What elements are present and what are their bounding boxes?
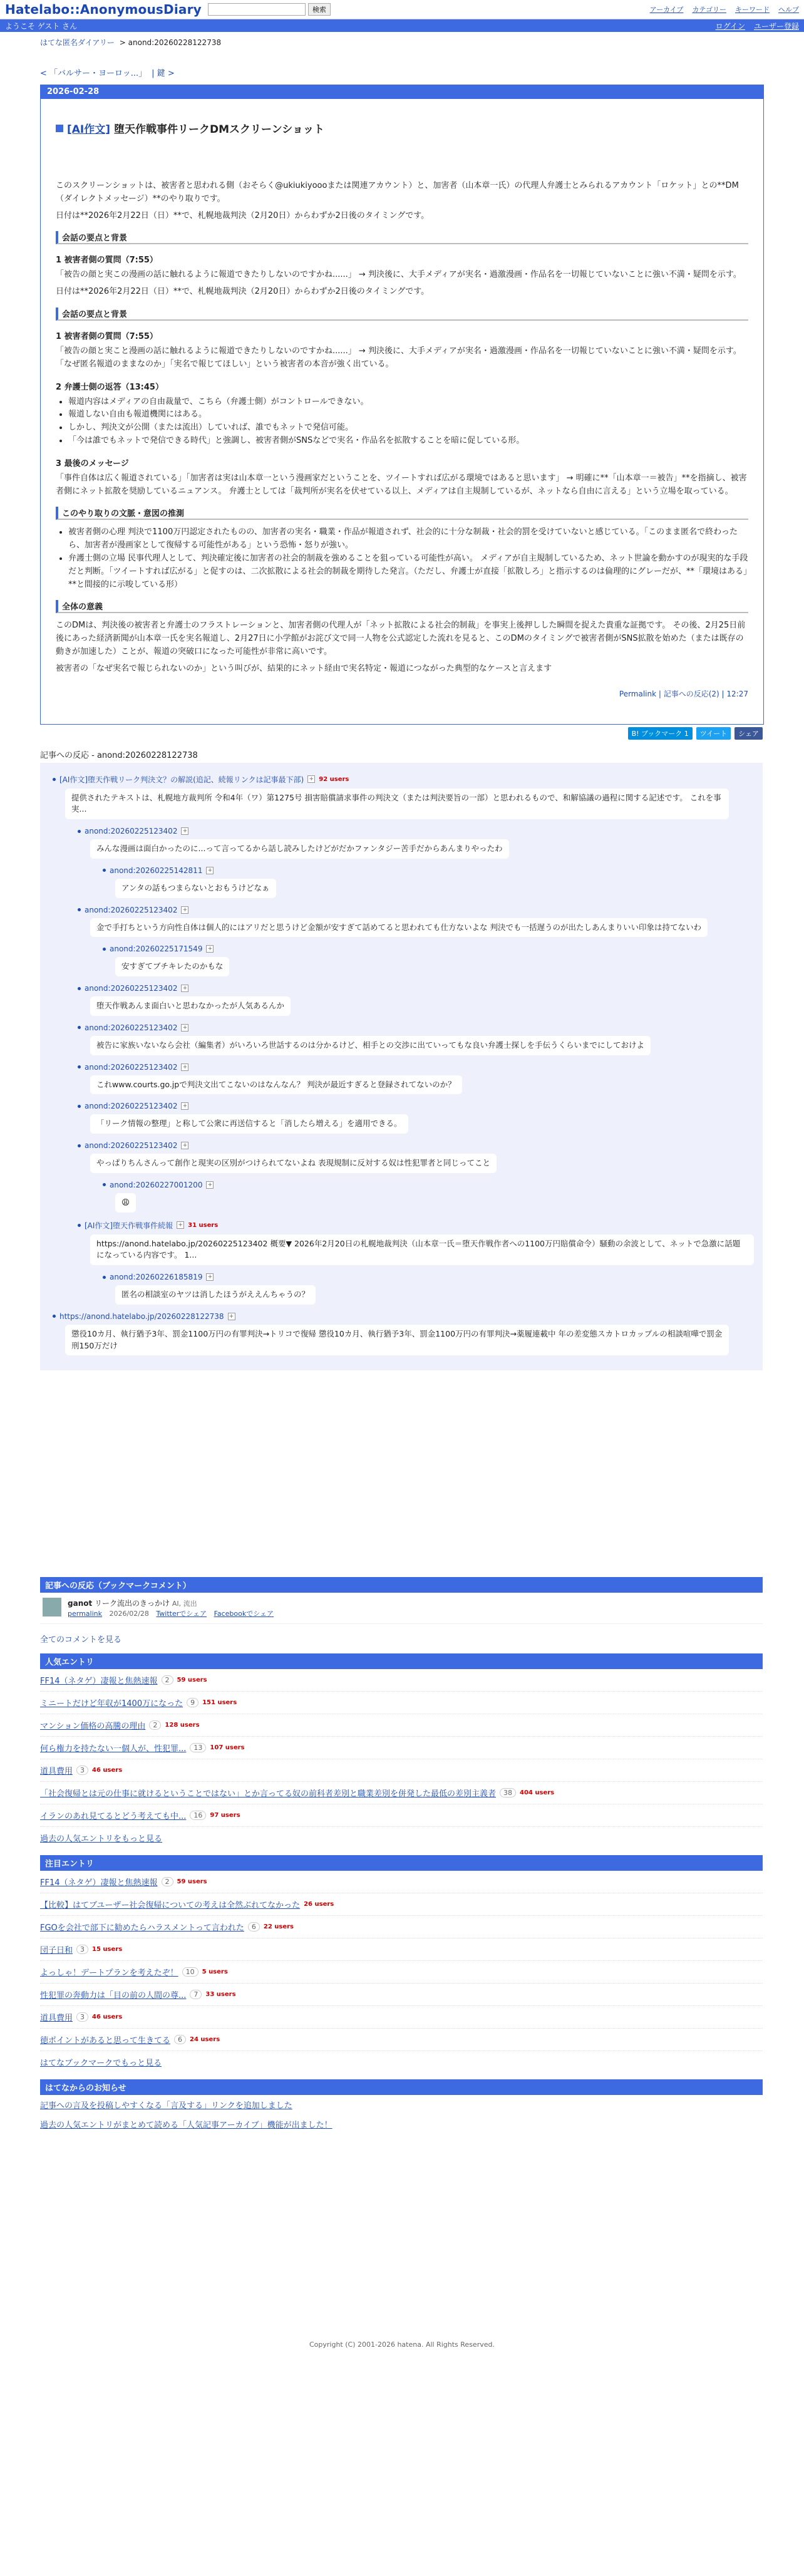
reaction-link[interactable]: anond:20260225123402: [85, 905, 178, 914]
bullet-icon: [53, 1315, 56, 1318]
reaction-link[interactable]: anond:20260225171549: [110, 944, 203, 954]
reaction-tree: [40, 763, 763, 1371]
popular-header: 人気エントリ: [40, 1653, 763, 1669]
bookmark-users[interactable]: 107 users: [210, 1744, 245, 1752]
reaction-link[interactable]: anond:20260225123402: [85, 984, 178, 993]
comment-count: 9: [187, 1698, 198, 1707]
bookmark-users[interactable]: 15 users: [92, 1946, 123, 1953]
comment-count: 13: [190, 1743, 206, 1752]
reaction-node: [78, 1023, 763, 1058]
reaction-link[interactable]: https://anond.hatelabo.jp/20260228122738: [59, 1311, 224, 1321]
bookmark-twitter-share[interactable]: Twitterでシェア: [156, 1610, 207, 1618]
bookmark-date: 2026/02/28: [109, 1610, 149, 1618]
entry-title-text: 堕天作戦事件リークDMスクリーンショット: [114, 123, 324, 136]
search-button[interactable]: 検索: [308, 3, 331, 16]
register-link[interactable]: ユーザー登録: [753, 21, 799, 31]
login-link[interactable]: ログイン: [715, 21, 745, 31]
paragraph: このDMは、判決後の被害者と弁護士のフラストレーションと、加害者側の代理人が「ネット拡散による社会的制裁」を事実上後押しした瞬間を捉えた貴重な証拠です。 その後、2月25日前後にあった経済新聞が山本章一氏を実名報道し、2月27日に小学館がお詫び文で同一人物を公式認定した流れを見ると、このDMのタイミングで被害者側がSNS拡散を始めた（または既存の動きが加速した）ことが、報道の突破口になった可能性が非常に高いです。: [56, 621, 746, 656]
bookmark-comment-text: リーク流出のきっかけ: [95, 1599, 170, 1608]
entry-title: [56, 120, 748, 136]
comment-count: 10: [182, 1967, 198, 1977]
bullet-icon: [78, 1144, 81, 1147]
entry-list-row: [40, 1782, 763, 1804]
reaction-text: みんな漫画は面白かったのに...って言ってるから話し読みしたけどがだかファンタジー苦手だからあんまりやったわ: [90, 839, 509, 859]
entry-date: 2026-02-28: [41, 85, 763, 99]
entry-list-row: [40, 1737, 763, 1759]
bullet-icon: [103, 1183, 106, 1186]
bullet-icon: [103, 869, 106, 872]
bookmark-facebook-share[interactable]: Facebookでシェア: [214, 1610, 274, 1618]
reaction-users: 92 users: [319, 775, 349, 783]
entry-list-row: [40, 2029, 763, 2051]
reaction-node: [78, 1063, 763, 1097]
breadcrumb: [40, 37, 764, 48]
entry-list-title[interactable]: 団子日和: [40, 1946, 73, 1956]
entry-list-row: [40, 1871, 763, 1893]
featured-more-link[interactable]: はてなブックマークでもっと見る: [40, 2059, 162, 2069]
reaction-node: [78, 906, 763, 940]
comment-count: 6: [174, 2035, 186, 2044]
popular-list: [40, 1669, 763, 1827]
bookmark-users[interactable]: 46 users: [92, 2014, 123, 2021]
welcome-text: ようこそ ゲスト さん: [5, 21, 78, 31]
bookmark-users[interactable]: 128 users: [165, 1722, 200, 1729]
entry-list-title[interactable]: 道具費用: [40, 2014, 73, 2024]
bullet-icon: [78, 987, 81, 990]
reaction-text: これwww.courts.go.jpで判決文出てこないのはなんなん？ 判決が最近すぎると登録されてないのか？: [90, 1075, 462, 1095]
bookmark-users[interactable]: 26 users: [304, 1901, 334, 1908]
bookmark-user[interactable]: ganot: [68, 1599, 93, 1608]
entry-list-title[interactable]: FGOを会社で部下に勧めたらハラスメントって言われた: [40, 1923, 244, 1933]
reaction-text: やっぱりちんさんって創作と現実の区別がつけられてないよね 表現規制に反対する奴は性犯罪者と同じってこと: [90, 1154, 497, 1173]
permalink-and-reactions[interactable]: Permalink | 記事への反応(2) | 12:27: [619, 689, 748, 698]
reaction-link[interactable]: anond:20260227001200: [110, 1180, 203, 1189]
section-heading: このやり取りの文脈・意図の推測: [56, 507, 748, 520]
reaction-link[interactable]: anond:20260225123402: [85, 1102, 178, 1111]
bookmark-comments-header: 記事への反応（ブックマークコメント）: [40, 1577, 763, 1593]
entry-list-row: [40, 1961, 763, 1984]
entry-list-row: [40, 1714, 763, 1737]
top-link-keyword[interactable]: キーワード: [735, 6, 770, 14]
top-bar: [0, 0, 804, 19]
reaction-node: [78, 1141, 763, 1176]
reaction-text: 😩: [115, 1193, 136, 1213]
expand-icon[interactable]: +: [307, 775, 315, 783]
reaction-text: アンタの話もつまらないとおもうけどなぁ: [115, 879, 276, 898]
reaction-link[interactable]: anond:20260225123402: [85, 827, 178, 836]
section-heading: 全体の意義: [56, 600, 748, 613]
bullet-icon: [103, 1276, 106, 1279]
entry-list-row: [40, 1804, 763, 1827]
expand-icon[interactable]: +: [206, 945, 214, 953]
copyright: Copyright (C) 2001-2026 hatena. All Rights Reserved.: [309, 2341, 495, 2349]
reaction-text: 匿名の相談室のヤツは消したほうがええんちゃうの？: [115, 1285, 316, 1305]
expand-icon[interactable]: +: [181, 827, 188, 835]
comment-count: 2: [162, 1675, 173, 1685]
bullet-icon: [78, 1105, 81, 1108]
entry-list-title[interactable]: FF14（ネタゲ）凄報と焦熱速報: [40, 1878, 158, 1888]
popular-more-link[interactable]: 過去の人気エントリをもっと見る: [40, 1834, 163, 1844]
search-form: [208, 3, 331, 16]
reaction-node: [103, 1273, 763, 1307]
subsection-heading: 1 被害者側の質問（7:55）: [56, 331, 158, 341]
reaction-link[interactable]: anond:20260225123402: [85, 1062, 178, 1072]
entry-list-row: [40, 1984, 763, 2006]
entry-list-title[interactable]: イランのあれ見てるとどう考えても中...: [40, 1812, 187, 1822]
entry-list-row: [40, 1692, 763, 1714]
entry-list-title[interactable]: 【比較】はてブユーザー社会復帰についての考えは全然ぶれてなかった: [40, 1901, 301, 1911]
bullet-list: [56, 526, 748, 591]
top-link-category[interactable]: カテゴリー: [692, 6, 726, 14]
entry-list-title[interactable]: ミニートだけど年収が1400万になった: [40, 1699, 183, 1709]
subsection-heading: 1 被害者側の質問（7:55）: [56, 256, 158, 266]
reaction-link[interactable]: anond:20260225123402: [85, 1023, 178, 1032]
reaction-text: 被告に家族いないなら会社（編集者）がいろいろ世話するのは分かるけど、相手との交渉に出ていってもな良い弁護士探しを手伝うくらいまでにしておけよ: [90, 1036, 651, 1055]
tweet-button[interactable]: ツイート: [696, 727, 731, 740]
section-heading: 会話の要点と背景: [56, 308, 748, 321]
reaction-text: 提供されたテキストは、札幌地方裁判所 令和4年（ワ）第1275号 損害賠償請求事件の判決文（または判決要旨の一部）と思われるもので、和解協議の過程に関する記述です。 これを事実...: [65, 789, 729, 820]
bookmark-comment: [40, 1593, 763, 1624]
comment-count: 16: [190, 1811, 206, 1820]
comment-count: 2: [162, 1877, 173, 1886]
list-item: • 報道内容はメディアの自由裁量で、こちら（弁護士側）がコントロールできない。: [68, 396, 748, 409]
expand-icon[interactable]: +: [206, 867, 214, 874]
list-item: • 「今は誰でもネットで発信できる時代」と強調し、被害者側がSNSなどで実名・作品名を拡散することを暗に促している形。: [68, 435, 748, 448]
entry-list-title[interactable]: 道具費用: [40, 1767, 73, 1777]
entry-list-title[interactable]: 「社会復帰とは元の仕事に就けるということではない」とか言ってる奴の前科者差別と職業差別を併発した最低の差別主義者: [40, 1789, 497, 1799]
top-links: [650, 4, 799, 14]
reaction-node: [53, 1312, 763, 1358]
entry-footer: [56, 688, 748, 699]
expand-icon[interactable]: +: [181, 1102, 188, 1110]
reaction-link[interactable]: anond:20260225142811: [110, 866, 203, 875]
news-header: はてなからのお知らせ: [40, 2079, 763, 2095]
news-item[interactable]: 記事への言及を投稿しやすくなる「言及する」リンクを追加しました: [40, 2101, 292, 2111]
bullet-icon: [78, 1026, 81, 1029]
bullet-icon: [78, 1065, 81, 1068]
comment-count: 38: [500, 1788, 516, 1798]
reaction-text: https://anond.hatelabo.jp/20260225123402 概要▼ 2026年2月20日の札幌地裁判決（山本章一氏＝堕天作戦作者への1100万円賠償命令）騒動の余波として、ネットで急激に話題になっている内容です。 1...: [90, 1234, 754, 1266]
expand-icon[interactable]: +: [181, 906, 188, 914]
bullet-icon: [53, 778, 56, 781]
bullet-icon: [78, 1224, 81, 1227]
bookmark-users[interactable]: 22 users: [263, 1923, 294, 1931]
reaction-text: 堕天作戦あんま面白いと思わなかったが人気あるんか: [90, 996, 291, 1016]
entry-list-row: [40, 1669, 763, 1692]
reaction-node: [103, 944, 763, 979]
reaction-node: [78, 1220, 763, 1268]
all-comments-link[interactable]: 全てのコメントを見る: [40, 1635, 122, 1645]
featured-header: 注目エントリ: [40, 1855, 763, 1871]
comment-count: 3: [76, 1766, 88, 1775]
subsection-heading: 2 弁護士側の返答（13:45）: [56, 382, 163, 392]
bookmark-tags: AI, 流出: [172, 1600, 197, 1608]
reaction-text: 懲役10カ月、執行猶予3年、罰金1100万円の有罪判決→トリコで復帰 懲役10カ月、執行猶予3年、罰金1100万円の有罪判決→薬履連載中 年の差変態スカトロカップルの相談喧嘩で罰金刑150万だけ: [65, 1325, 729, 1356]
expand-icon[interactable]: +: [181, 985, 188, 992]
reaction-text: 安すぎてブチキレたのかもな: [115, 957, 229, 976]
expand-icon[interactable]: +: [228, 1313, 235, 1320]
entry-tag[interactable]: [AI作文]: [67, 123, 111, 136]
avatar[interactable]: [43, 1598, 61, 1616]
bookmark-permalink[interactable]: permalink: [68, 1610, 102, 1618]
comment-count: 3: [76, 1945, 88, 1954]
paragraph: 被害者の「なぜ実名で報じられないのか」という叫びが、結果的にネット経由で実名特定・報道につながった典型的なケースと言えます: [56, 663, 552, 673]
reaction-node: [103, 1181, 763, 1215]
entry-list-row: [40, 2006, 763, 2029]
welcome-bar: [0, 19, 804, 32]
entry-list-title[interactable]: 何ら権力を持たない一個人が、性犯罪...: [40, 1744, 187, 1754]
site-logo[interactable]: Hatelabo::AnonymousDiary: [5, 2, 202, 17]
news-item[interactable]: 過去の人気エントリがまとめて読める「人気記事アーカイブ」機能が出ました！: [40, 2121, 332, 2131]
entry-box: [40, 85, 764, 725]
comment-count: 7: [190, 1990, 202, 1999]
top-link-archive[interactable]: アーカイブ: [649, 6, 684, 14]
paragraph: 日付は**2026年2月22日（日）**で、札幌地裁判決（2月20日）からわずか2日後のタイミングです。: [56, 287, 430, 297]
entry-list-row: [40, 1916, 763, 1938]
paragraph: 「被告の顔と実こと漫画の話に触れるように報道できたりしないのですかね......」 → 判決後に、大手メディアが実名・過激漫画・作品名を一切報じていないことに強い不満・疑問を示す。「なぜ匿名報道のままなのか」「実名で報じてほしい」という被害者の本音が強く出ている。: [56, 346, 741, 369]
entry-list-title[interactable]: マンション価格の高騰の理由: [40, 1722, 146, 1732]
reaction-text: 「リーク情報の整理」と称して公衆に再送信すると「消したら増える」を適用できる。: [90, 1114, 408, 1134]
entry-list-row: [40, 1938, 763, 1961]
entry-list-title[interactable]: 性犯罪の奔動力は「目の前の人間の尊...: [40, 1991, 187, 2001]
subsection-heading: 3 最後のメッセージ: [56, 458, 129, 468]
reaction-node: [78, 1102, 763, 1136]
bookmark-users[interactable]: 46 users: [92, 1767, 123, 1774]
list-item: • 弁護士側の立場 民事代理人として、判決確定後に加害者の社会的制裁を強めることを狙っている可能性が高い。 メディアが自主規制しているため、ネット世論を動かすのが現実的な手段だと判断。「ツイートすれば広がる」と促すのは、二次拡散による社会的制裁を期待した発言。（ただし、弁護士が直接「拡散しろ」と指示するのは倫理的にグレーだが、**「環境はある」**と間接的に示唆している形）: [68, 552, 748, 591]
bullet-icon: [78, 830, 81, 833]
list-item: • 被害者側の心理 判決で1100万円認定されたものの、加害者の実名・職業・作品が報道されず、社会的に十分な制裁・社会的罰を受けていないと感じている。「このまま匿名で終わったら、加害者が漫画家として復帰する可能性がある」という恐怖・怒りが強い。: [68, 526, 748, 552]
share-buttons: [40, 727, 763, 740]
reaction-link[interactable]: anond:20260226185819: [110, 1273, 203, 1282]
entry-list-row: [40, 1893, 763, 1916]
reaction-node: [78, 827, 763, 861]
reaction-text: 金で手打ちという方向性自体は個人的にはアリだと思うけど金額が安すぎて話めてると思われても仕方ないよな 判決でも一括遅うのが出たしあんまりいい印象は持てないわ: [90, 918, 708, 938]
reaction-link[interactable]: [AI作文]堕天作戦リーク判決文？の解説(追記、続報リンクは記事最下部): [59, 775, 304, 784]
section-heading: 会話の要点と背景: [56, 231, 748, 244]
expand-icon[interactable]: +: [177, 1221, 184, 1229]
list-item: • 報道しない自由も報道機関にはある。: [68, 408, 748, 422]
expand-icon[interactable]: +: [206, 1273, 214, 1281]
entry-list-row: [40, 1759, 763, 1782]
top-link-help[interactable]: ヘルプ: [778, 6, 799, 14]
breadcrumb-current: anond:20260228122738: [128, 38, 222, 47]
expand-icon[interactable]: +: [181, 1063, 188, 1071]
expand-icon[interactable]: +: [181, 1024, 188, 1032]
bullet-icon: [78, 908, 81, 911]
reaction-users: 31 users: [188, 1221, 219, 1229]
prev-entry-link[interactable]: < 「バルサー・ヨーロッ...」: [40, 69, 147, 78]
entry-list-title[interactable]: FF14（ネタゲ）凄報と焦熱速報: [40, 1677, 158, 1687]
hatena-bookmark-button[interactable]: B! ブックマーク 1: [628, 727, 693, 740]
search-input[interactable]: [208, 3, 306, 16]
reactions-heading: 記事への反応 - anond:20260228122738: [40, 750, 198, 760]
comment-count: 3: [76, 2012, 88, 2022]
bookmark-users[interactable]: 59 users: [177, 1677, 207, 1684]
next-entry-link[interactable]: | 鍵 >: [152, 69, 175, 78]
bullet-icon: [103, 948, 106, 951]
featured-list: [40, 1871, 763, 2051]
expand-icon[interactable]: +: [206, 1181, 214, 1189]
reaction-node: [53, 774, 763, 822]
reaction-node: [103, 866, 763, 901]
bookmark-users[interactable]: 5 users: [202, 1968, 228, 1976]
facebook-share-button[interactable]: シェア: [734, 727, 763, 740]
reaction-link[interactable]: anond:20260225123402: [85, 1141, 178, 1151]
entry-body: [41, 99, 763, 724]
bookmark-users[interactable]: 24 users: [190, 2036, 220, 2044]
bookmark-users[interactable]: 59 users: [177, 1878, 207, 1886]
bullet-list: [56, 396, 748, 448]
entry-intro-1: このスクリーンショットは、被害者と思われる側（おそらく@ukiukiyoooまたは関連アカウント）と、加害者（山本章一氏）の代理人弁護士とみられるアカウント「ロケット」との**DM（ダイレクトメッセージ）**のやり取りです。: [56, 181, 739, 204]
paragraph: 「被告の顔と実この漫画の話に触れるように報道できたりしないのですかね......」 → 判決後に、大手メディアが実名・過激漫画・作品名を一切報じていないことに強い不満・疑問を示す。: [56, 270, 741, 280]
paragraph: 「事件自体は広く報道されている」「加害者は実は山本章一という漫画家だということを、ツイートすれば広がる環境ではあると思います」 → 明確に**「山本章一＝被告」**を指摘し、被害者側にネット拡散を奨励しているニュアンス。 弁護士としては「裁判所が実名を伏せている以上、メディアは自主規制しているが、ネットなら自由に言える」という立場を取っている。: [56, 473, 747, 496]
reaction-node: [78, 984, 763, 1018]
breadcrumb-sep: >: [119, 38, 126, 47]
bookmark-users[interactable]: 33 users: [205, 1991, 236, 1999]
reaction-link[interactable]: [AI作文]堕天作戦事件続報: [85, 1221, 173, 1230]
bookmark-section: [40, 1577, 763, 2134]
breadcrumb-home[interactable]: はてな匿名ダイアリー: [40, 38, 115, 47]
bookmark-users[interactable]: 404 users: [520, 1789, 555, 1797]
entry-list-title[interactable]: よっしゃ！デートプランを考えたぞ！: [40, 1968, 178, 1979]
entry-pager: [40, 66, 764, 78]
entry-list-title[interactable]: 徳ポイントがあると思って生きてる: [40, 2036, 171, 2046]
title-square-icon: [56, 125, 63, 132]
bookmark-users[interactable]: 151 users: [202, 1699, 237, 1707]
bookmark-users[interactable]: 97 users: [210, 1812, 240, 1819]
list-item: • しかし、判決文が公開（または流出）していれば、誰でもネットで発信可能。: [68, 422, 748, 435]
entry-intro-2: 日付は**2026年2月22日（日）**で、札幌地裁判決（2月20日）からわずか2日後のタイミングです。: [56, 210, 430, 220]
expand-icon[interactable]: +: [181, 1142, 188, 1149]
comment-count: 6: [248, 1922, 260, 1932]
comment-count: 2: [149, 1720, 161, 1730]
